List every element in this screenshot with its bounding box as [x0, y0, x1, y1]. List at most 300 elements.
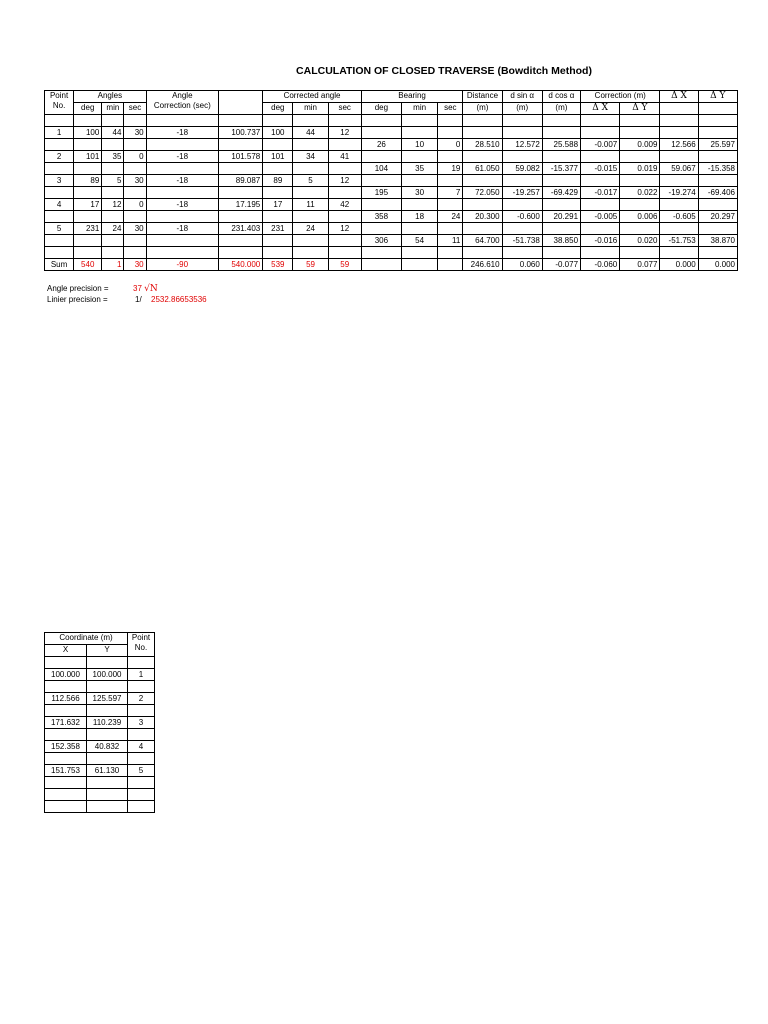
table-cell: -69.429 [542, 187, 580, 199]
linear-precision: Linier precision = 1/ 2532.86653536 [47, 295, 207, 304]
x-header: X [45, 645, 87, 657]
table-cell [620, 151, 660, 163]
table-cell: 5 [293, 175, 328, 187]
table-cell: 4 [45, 199, 74, 211]
table-row [45, 115, 738, 127]
table-cell [128, 729, 155, 741]
dy-header: Δ Y [698, 91, 737, 103]
table-cell: 24 [438, 211, 463, 223]
table-cell: -18 [146, 127, 218, 139]
distance-unit: (m) [463, 103, 502, 115]
angles-sec-header: sec [124, 103, 146, 115]
table-cell [328, 163, 361, 175]
table-cell: 125.597 [87, 693, 128, 705]
table-cell: 104 [361, 163, 401, 175]
table-cell [263, 115, 293, 127]
table-cell [146, 163, 218, 175]
table-cell [328, 115, 361, 127]
table-cell: 30 [124, 127, 146, 139]
table-cell [102, 235, 124, 247]
table-cell: 2 [45, 151, 74, 163]
table-cell [45, 705, 87, 717]
table-row [45, 801, 155, 813]
table-cell: 17 [74, 199, 102, 211]
table-cell [45, 235, 74, 247]
table-row [45, 247, 738, 259]
angle-precision: Angle precision = 37 √N [47, 284, 158, 294]
table-cell [128, 753, 155, 765]
table-cell [102, 139, 124, 151]
table-cell [402, 199, 438, 211]
table-cell: -18 [146, 175, 218, 187]
table-cell: 40.832 [87, 741, 128, 753]
table-cell: 72.050 [463, 187, 502, 199]
table-row [45, 777, 155, 789]
distance-header: Distance [463, 91, 502, 103]
table-cell: -15.377 [542, 163, 580, 175]
table-cell [124, 187, 146, 199]
table-cell: 540 [74, 259, 102, 271]
table-row [45, 163, 738, 175]
table-cell: 0 [124, 199, 146, 211]
table-cell [74, 115, 102, 127]
table-cell [542, 151, 580, 163]
table-cell: -51.753 [660, 235, 698, 247]
coordinate-table [44, 632, 155, 813]
table-cell [102, 211, 124, 223]
table-cell: 12.566 [660, 139, 698, 151]
table-cell: 12 [328, 175, 361, 187]
table-cell [87, 777, 128, 789]
table-cell [45, 139, 74, 151]
table-cell [438, 199, 463, 211]
y-header: Y [87, 645, 128, 657]
table-cell: 17 [263, 199, 293, 211]
table-cell: 171.632 [45, 717, 87, 729]
table-cell [463, 247, 502, 259]
table-cell: 0 [438, 139, 463, 151]
table-row [45, 741, 155, 753]
table-cell: 25.597 [698, 139, 737, 151]
dcos-unit: (m) [542, 103, 580, 115]
table-cell: 24 [102, 223, 124, 235]
table-cell [620, 199, 660, 211]
table-cell: 5 [102, 175, 124, 187]
table-cell [361, 115, 401, 127]
table-cell [128, 801, 155, 813]
table-cell: 3 [128, 717, 155, 729]
bearing-deg-header: deg [361, 103, 401, 115]
table-row [45, 717, 155, 729]
table-cell [128, 657, 155, 669]
table-cell [219, 115, 263, 127]
table-cell: 41 [328, 151, 361, 163]
page-title: CALCULATION OF CLOSED TRAVERSE (Bowditch Method) [296, 65, 592, 77]
table-cell: 0.022 [620, 187, 660, 199]
table-cell [502, 151, 542, 163]
table-cell: 0.020 [620, 235, 660, 247]
table-cell [542, 127, 580, 139]
table-cell [74, 139, 102, 151]
table-row [45, 705, 155, 717]
table-cell [463, 127, 502, 139]
table-cell: 28.510 [463, 139, 502, 151]
table-cell [660, 199, 698, 211]
table-cell [581, 115, 620, 127]
table-cell [698, 115, 737, 127]
table-cell: 231.403 [219, 223, 263, 235]
table-cell [620, 223, 660, 235]
table-cell [660, 247, 698, 259]
table-cell [698, 175, 737, 187]
table-cell: -0.007 [581, 139, 620, 151]
table-cell [87, 801, 128, 813]
table-cell: 38.850 [542, 235, 580, 247]
table-cell [87, 753, 128, 765]
dsin-header: d sin α [502, 91, 542, 103]
correction-dy-header: Δ Y [620, 103, 660, 115]
table-cell: 1 [102, 259, 124, 271]
bearing-header: Bearing [361, 91, 463, 103]
corrected-deg-header: deg [263, 103, 293, 115]
table-cell: 35 [102, 151, 124, 163]
table-cell [124, 163, 146, 175]
table-cell: 5 [128, 765, 155, 777]
table-cell [293, 163, 328, 175]
angles-deg-header: deg [74, 103, 102, 115]
table-cell [128, 789, 155, 801]
table-cell: -0.060 [581, 259, 620, 271]
table-cell: -18 [146, 223, 218, 235]
table-cell: 151.753 [45, 765, 87, 777]
table-cell: 12 [102, 199, 124, 211]
table-cell [502, 115, 542, 127]
table-cell [102, 115, 124, 127]
dsin-unit: (m) [502, 103, 542, 115]
sum-row [45, 259, 738, 271]
table-cell: 89 [74, 175, 102, 187]
table-cell: 7 [438, 187, 463, 199]
table-cell: 5 [45, 223, 74, 235]
table-cell [45, 777, 87, 789]
table-cell: 59.082 [502, 163, 542, 175]
table-cell: 59.067 [660, 163, 698, 175]
coordinate-header: Coordinate (m) [45, 633, 128, 645]
table-cell: -69.406 [698, 187, 737, 199]
table-cell [438, 223, 463, 235]
dcos-header: d cos α [542, 91, 580, 103]
table-cell [542, 175, 580, 187]
table-cell [74, 211, 102, 223]
table-cell [124, 211, 146, 223]
table-cell [128, 777, 155, 789]
table-cell: 19 [438, 163, 463, 175]
table-cell: 1 [128, 669, 155, 681]
table-cell: 12 [328, 223, 361, 235]
table-cell: 231 [74, 223, 102, 235]
corrected-sec-header: sec [328, 103, 361, 115]
table-cell: 44 [293, 127, 328, 139]
table-cell [463, 199, 502, 211]
table-cell: 540.000 [219, 259, 263, 271]
table-cell [293, 187, 328, 199]
table-cell: -18 [146, 151, 218, 163]
table-cell: -0.015 [581, 163, 620, 175]
table-cell [124, 235, 146, 247]
table-cell: 30 [124, 175, 146, 187]
table-cell: 100.737 [219, 127, 263, 139]
bearing-sec-header: sec [438, 103, 463, 115]
table-cell: 30 [124, 259, 146, 271]
bearing-min-header: min [402, 103, 438, 115]
table-cell: 11 [293, 199, 328, 211]
table-cell [463, 175, 502, 187]
table-row [45, 693, 155, 705]
table-cell [502, 199, 542, 211]
table-cell: 101 [263, 151, 293, 163]
coord-point-header: Point No. [128, 633, 155, 657]
table-cell [102, 163, 124, 175]
table-cell [45, 681, 87, 693]
table-cell [128, 705, 155, 717]
table-cell [463, 151, 502, 163]
table-cell: 4 [128, 741, 155, 753]
table-row [45, 669, 155, 681]
table-cell [463, 115, 502, 127]
table-cell [293, 115, 328, 127]
table-cell [102, 247, 124, 259]
table-cell [263, 235, 293, 247]
table-cell: 246.610 [463, 259, 502, 271]
table-cell [45, 801, 87, 813]
table-cell: Sum [45, 259, 74, 271]
table-cell [660, 175, 698, 187]
table-cell [74, 187, 102, 199]
table-row [45, 681, 155, 693]
table-row [45, 211, 738, 223]
table-cell [87, 729, 128, 741]
table-cell: 30 [402, 187, 438, 199]
table-cell [463, 223, 502, 235]
table-row [45, 199, 738, 211]
table-cell: 0 [124, 151, 146, 163]
table-cell: 59 [328, 259, 361, 271]
table-cell: 112.566 [45, 693, 87, 705]
table-cell: 61.130 [87, 765, 128, 777]
table-cell [87, 789, 128, 801]
table-cell: 42 [328, 199, 361, 211]
table-cell [502, 247, 542, 259]
table-cell [502, 223, 542, 235]
table-row [45, 235, 738, 247]
table-cell [581, 223, 620, 235]
table-cell: 0.077 [620, 259, 660, 271]
table-cell: -0.016 [581, 235, 620, 247]
table-cell [293, 235, 328, 247]
table-cell [124, 115, 146, 127]
table-cell [146, 247, 218, 259]
table-cell: 24 [293, 223, 328, 235]
coord-header-row [45, 633, 155, 645]
table-cell [620, 247, 660, 259]
table-cell: 100 [74, 127, 102, 139]
table-cell [438, 247, 463, 259]
table-cell [581, 127, 620, 139]
table-row [45, 729, 155, 741]
table-cell: 20.297 [698, 211, 737, 223]
table-cell [438, 175, 463, 187]
table-cell [502, 127, 542, 139]
table-cell [438, 151, 463, 163]
table-cell [698, 151, 737, 163]
angle-correction-header: Angle Correction (sec) [146, 91, 218, 115]
table-cell: 35 [402, 163, 438, 175]
table-cell [146, 187, 218, 199]
table-cell: -0.017 [581, 187, 620, 199]
corrected-min-header: min [293, 103, 328, 115]
correction-header: Correction (m) [581, 91, 660, 103]
table-cell [293, 139, 328, 151]
decimal-angle-header [219, 91, 263, 115]
table-cell: 152.358 [45, 741, 87, 753]
table-cell [581, 247, 620, 259]
table-cell [698, 127, 737, 139]
table-cell [328, 247, 361, 259]
table-cell [45, 187, 74, 199]
table-row [45, 175, 738, 187]
table-cell: 2 [128, 693, 155, 705]
table-cell [438, 127, 463, 139]
table-cell [45, 753, 87, 765]
table-cell [581, 199, 620, 211]
table-row [45, 753, 155, 765]
table-row [45, 187, 738, 199]
table-cell [361, 247, 401, 259]
table-cell: 100.000 [45, 669, 87, 681]
table-cell: 17.195 [219, 199, 263, 211]
table-cell [361, 127, 401, 139]
table-row [45, 223, 738, 235]
table-cell: -19.274 [660, 187, 698, 199]
table-cell [361, 175, 401, 187]
table-cell: 26 [361, 139, 401, 151]
table-cell: 61.050 [463, 163, 502, 175]
table-cell [124, 139, 146, 151]
table-cell [620, 175, 660, 187]
corrected-angle-header: Corrected angle [263, 91, 362, 103]
table-cell [542, 199, 580, 211]
table-cell [45, 247, 74, 259]
table-cell [438, 115, 463, 127]
table-cell [293, 211, 328, 223]
table-cell [660, 115, 698, 127]
table-cell: 18 [402, 211, 438, 223]
table-cell: 44 [102, 127, 124, 139]
table-cell: 0.009 [620, 139, 660, 151]
table-cell: 30 [124, 223, 146, 235]
table-cell: 59 [293, 259, 328, 271]
table-cell: 358 [361, 211, 401, 223]
table-cell: 20.300 [463, 211, 502, 223]
table-cell [620, 115, 660, 127]
table-cell: 0.006 [620, 211, 660, 223]
table-cell [219, 163, 263, 175]
table-cell [87, 681, 128, 693]
table-cell [698, 247, 737, 259]
table-cell [660, 223, 698, 235]
traverse-table [44, 90, 738, 271]
table-cell: 3 [45, 175, 74, 187]
table-row [45, 139, 738, 151]
table-cell [502, 175, 542, 187]
table-cell: 34 [293, 151, 328, 163]
table-cell [146, 139, 218, 151]
correction-dx-header: Δ X [581, 103, 620, 115]
table-cell: 306 [361, 235, 401, 247]
table-cell [263, 139, 293, 151]
table-cell: 539 [263, 259, 293, 271]
table-cell [87, 705, 128, 717]
table-cell: 38.870 [698, 235, 737, 247]
table-cell [328, 235, 361, 247]
point-no-header: Point No. [45, 91, 74, 115]
table-cell: 100 [263, 127, 293, 139]
table-row [45, 127, 738, 139]
angles-min-header: min [102, 103, 124, 115]
table-cell [219, 187, 263, 199]
table-cell [263, 211, 293, 223]
table-cell [402, 247, 438, 259]
table-cell: 231 [263, 223, 293, 235]
table-cell: -90 [146, 259, 218, 271]
table-cell [263, 247, 293, 259]
table-cell [219, 211, 263, 223]
header-row-1 [45, 91, 738, 103]
table-cell: 54 [402, 235, 438, 247]
table-cell [402, 175, 438, 187]
table-cell [402, 127, 438, 139]
table-cell: 20.291 [542, 211, 580, 223]
table-cell [219, 235, 263, 247]
table-cell [620, 127, 660, 139]
table-cell: 89.087 [219, 175, 263, 187]
table-cell: -0.005 [581, 211, 620, 223]
table-cell [438, 259, 463, 271]
table-cell [219, 139, 263, 151]
table-cell: 0.000 [660, 259, 698, 271]
table-cell [328, 187, 361, 199]
table-cell [361, 259, 401, 271]
table-cell [74, 235, 102, 247]
table-cell [581, 151, 620, 163]
table-cell: 101 [74, 151, 102, 163]
table-cell [219, 247, 263, 259]
table-cell [263, 163, 293, 175]
table-cell [660, 127, 698, 139]
table-cell: 12 [328, 127, 361, 139]
table-cell [87, 657, 128, 669]
table-row [45, 657, 155, 669]
table-row [45, 151, 738, 163]
table-cell: -51.738 [502, 235, 542, 247]
table-cell: 12.572 [502, 139, 542, 151]
angles-header: Angles [74, 91, 146, 103]
table-cell: 0.019 [620, 163, 660, 175]
table-cell: -0.600 [502, 211, 542, 223]
table-row [45, 765, 155, 777]
dx-header: Δ X [660, 91, 698, 103]
table-cell [45, 657, 87, 669]
